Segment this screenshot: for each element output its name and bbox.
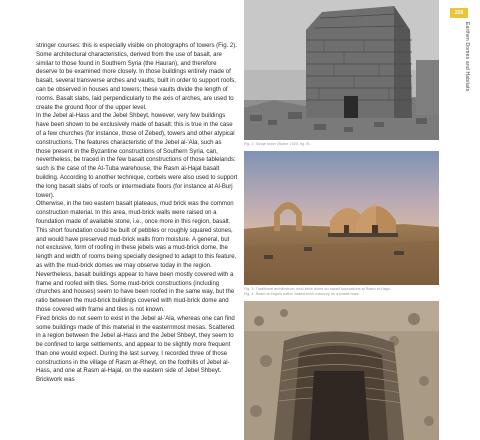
figure-caption: [244, 287, 444, 297]
paragraph: Fired bricks do not seem to exist in the Jebel al-'Ala, whereas one can find some buildings made of this material in the easternmost mesas. Scattered in a region between the Jebel al-Hass and the Jebel Shbeyt, they seem to be confined to large settlements, and appear to be slightly more frequent than one would expect. During the last survey, I recorded three of those constructions in the village of Rasm ar-Rheyt, on the foothills of Jebel al-Hass, and one at Rasm al-Hajal, on the eastern side of Jebel Shbeyt. Brickwork was: [36, 315, 235, 384]
caption-line: Fig. 4: Rasm al-Hajal's baths: baked-brick masonry on a basalt base.: [244, 292, 360, 296]
figure-tower-photo: [244, 0, 439, 140]
paragraph: Nevertheless, basalt buildings appear to have been mostly covered with a frame and roofed with tiles. Some mud-brick constructions (including churches and houses) seem to have been roofed in the same way, but the ratio between the mud-brick buildings covered with mud-brick dome and those covered with frame and tiles is not known.: [36, 271, 235, 313]
paragraph: Otherwise, in the two eastern basalt plateaus, mud brick was the common construction material. In this area, mud-brick walls were raised on a foundation made of available stone, i.e., once more in this region, basalt. This short foundation could be built of pebbles or roughly squared stones, and would have preserved mud-brick walls from moisture. A general, but not exclusive, form of roofing in these jebels was a mud-brick dome, the length and width of rooms being specially designed to adapt to this feature, as with the mud-brick domes we may observe today in the region.: [36, 201, 237, 269]
figure-domes-photo: [244, 151, 439, 285]
paragraph: In the Jebel al-Hass and the Jebel Shbeyt, however, very few buildings have been shown to be exclusively made of basalt: this is true in the case of a few churches (for instance, those of Zebed), towers and other atypical constructions. The features characteristic of the Jebel al-'Ala, such as those present in the Byzantine constructions of Southern Syria, can, nevertheless, be traced in the few basalt constructions of those tablelands: such is the case of the At-Tuba warehouse, the Rasm al-Hajal basalt building. According to another technique, corbels were also used to support the long basalt slabs of roofs or intermediate floors (for instance at Al-Burj tower).: [36, 113, 238, 199]
caption-line: Fig. 3: Traditional architecture: mud-brick dome on basalt foundations at Rasm al-Hajal.: [244, 287, 391, 291]
page-number: 229: [450, 8, 468, 18]
paragraph: stringer courses: this is especially visible on photographs of towers (Fig. 2). Some architectural characteristics, derived from the use of basalt, are similar to those found in Southern Syria (the Hauran), and therefore deserve to be examined more closely. In those buildings entirely made of basalt, several transverse arches and vaults, built in order to support roofs, can be observed in houses and towers; these vaults divide the length of rooms. Basalt slabs, laid perpendicularly to the axis of arches, are used to create the ground floor of the upper level.: [36, 43, 237, 111]
figure-baths-photo: [244, 301, 439, 440]
body-text-column: [36, 42, 238, 385]
running-head: Earthen Domes and Habitats: [464, 22, 470, 92]
figure-caption: Fig. 2: Tanqe tower (Butler 1920, fig. 8).: [244, 142, 311, 146]
